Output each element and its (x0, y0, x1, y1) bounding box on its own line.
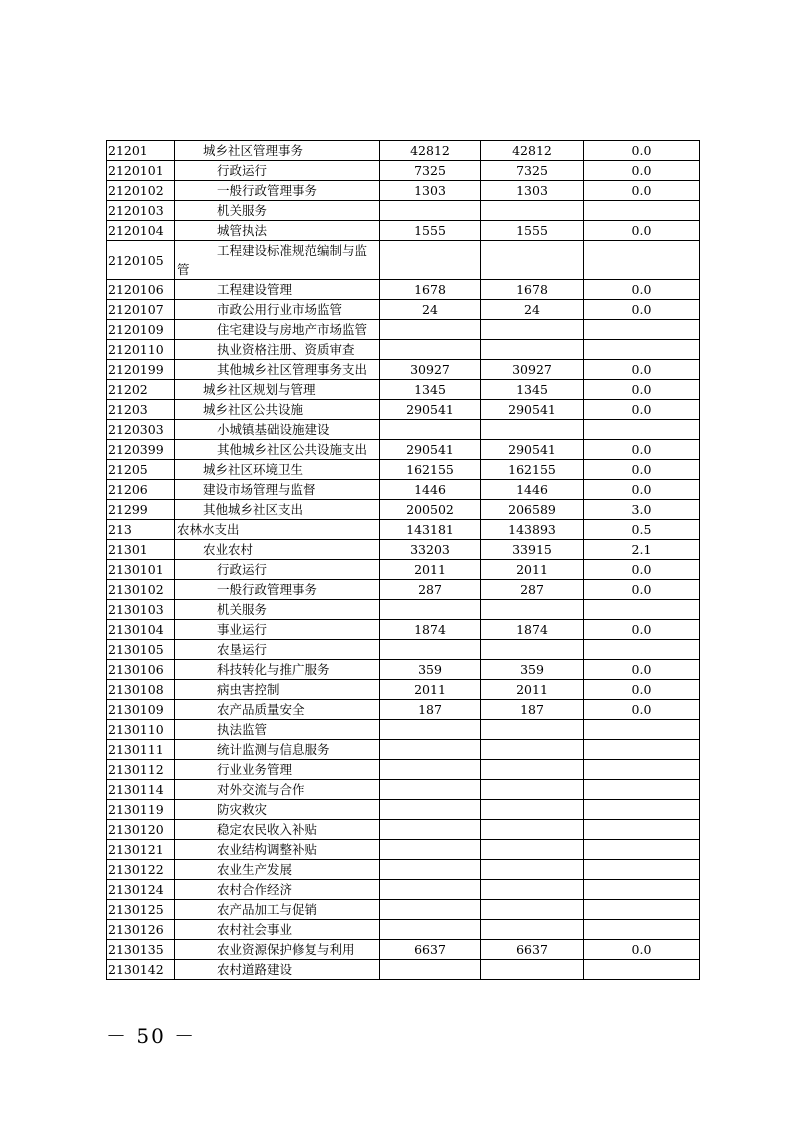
row-name: 一般行政管理事务 (175, 181, 380, 201)
row-adjusted-value (481, 740, 584, 760)
row-adjusted-value: 290541 (481, 440, 584, 460)
row-name-line2: 管 (177, 262, 190, 277)
row-name: 城乡社区管理事务 (175, 141, 380, 161)
row-change-value (584, 201, 700, 221)
row-name: 农产品质量安全 (175, 700, 380, 720)
row-adjusted-value (481, 720, 584, 740)
row-change-value (584, 420, 700, 440)
row-code: 2120106 (107, 280, 175, 300)
row-budget-value (380, 740, 481, 760)
table-row (107, 320, 700, 340)
table-row (107, 820, 700, 840)
row-code: 2120109 (107, 320, 175, 340)
row-name: 病虫害控制 (175, 680, 380, 700)
row-budget-value: 1874 (380, 620, 481, 640)
row-budget-value: 359 (380, 660, 481, 680)
table-row (107, 640, 700, 660)
row-name: 农业结构调整补贴 (175, 840, 380, 860)
row-name: 建设市场管理与监督 (175, 480, 380, 500)
row-change-value (584, 340, 700, 360)
row-adjusted-value: 33915 (481, 540, 584, 560)
row-name: 一般行政管理事务 (175, 580, 380, 600)
table-row (107, 280, 700, 300)
row-change-value: 0.0 (584, 161, 700, 181)
row-budget-value: 33203 (380, 540, 481, 560)
row-code: 2130119 (107, 800, 175, 820)
row-budget-value: 2011 (380, 680, 481, 700)
row-change-value: 0.0 (584, 400, 700, 420)
row-adjusted-value (481, 320, 584, 340)
row-budget-value: 1345 (380, 380, 481, 400)
row-budget-value: 290541 (380, 440, 481, 460)
row-change-value: 0.0 (584, 181, 700, 201)
row-budget-value (380, 820, 481, 840)
row-code: 2130135 (107, 940, 175, 960)
row-code: 21206 (107, 480, 175, 500)
table-row (107, 900, 700, 920)
row-adjusted-value: 206589 (481, 500, 584, 520)
row-adjusted-value (481, 820, 584, 840)
row-budget-value: 143181 (380, 520, 481, 540)
row-change-value: 0.0 (584, 700, 700, 720)
row-code: 213 (107, 520, 175, 540)
row-change-value (584, 880, 700, 900)
row-change-value (584, 740, 700, 760)
table-row (107, 420, 700, 440)
row-adjusted-value: 143893 (481, 520, 584, 540)
row-adjusted-value: 359 (481, 660, 584, 680)
row-change-value (584, 600, 700, 620)
row-budget-value: 1303 (380, 181, 481, 201)
table-row (107, 181, 700, 201)
table-row (107, 201, 700, 221)
row-name: 科技转化与推广服务 (175, 660, 380, 680)
row-adjusted-value (481, 900, 584, 920)
table-row (107, 440, 700, 460)
row-change-value (584, 241, 700, 280)
row-name: 对外交流与合作 (175, 780, 380, 800)
row-code: 2120399 (107, 440, 175, 460)
table-row (107, 920, 700, 940)
row-budget-value: 6637 (380, 940, 481, 960)
row-code: 2120101 (107, 161, 175, 181)
table-row (107, 161, 700, 181)
row-budget-value: 200502 (380, 500, 481, 520)
row-change-value (584, 960, 700, 980)
row-name: 工程建设管理 (175, 280, 380, 300)
row-adjusted-value (481, 860, 584, 880)
row-budget-value: 42812 (380, 141, 481, 161)
row-code: 2130142 (107, 960, 175, 980)
table-row (107, 400, 700, 420)
row-adjusted-value (481, 600, 584, 620)
table-row (107, 540, 700, 560)
row-change-value: 0.5 (584, 520, 700, 540)
table-row (107, 620, 700, 640)
table-row (107, 580, 700, 600)
row-budget-value (380, 900, 481, 920)
row-budget-value (380, 760, 481, 780)
row-name: 统计监测与信息服务 (175, 740, 380, 760)
row-code: 2130111 (107, 740, 175, 760)
row-change-value: 0.0 (584, 440, 700, 460)
table-row (107, 940, 700, 960)
row-adjusted-value: 162155 (481, 460, 584, 480)
budget-table (106, 140, 700, 980)
row-change-value: 0.0 (584, 380, 700, 400)
row-budget-value: 30927 (380, 360, 481, 380)
row-change-value (584, 920, 700, 940)
row-change-value (584, 820, 700, 840)
row-budget-value (380, 960, 481, 980)
row-code: 2130121 (107, 840, 175, 860)
row-adjusted-value (481, 340, 584, 360)
row-adjusted-value (481, 960, 584, 980)
row-adjusted-value (481, 880, 584, 900)
row-change-value (584, 720, 700, 740)
table-row (107, 660, 700, 680)
row-name: 事业运行 (175, 620, 380, 640)
row-code: 2130112 (107, 760, 175, 780)
row-adjusted-value (481, 760, 584, 780)
row-change-value (584, 860, 700, 880)
row-code: 2130120 (107, 820, 175, 840)
row-adjusted-value: 1345 (481, 380, 584, 400)
row-budget-value (380, 320, 481, 340)
row-name: 城管执法 (175, 221, 380, 241)
row-adjusted-value (481, 840, 584, 860)
table-row (107, 360, 700, 380)
row-code: 2130105 (107, 640, 175, 660)
row-code: 2130103 (107, 600, 175, 620)
row-name: 农产品加工与促销 (175, 900, 380, 920)
row-name: 执业资格注册、资质审查 (175, 340, 380, 360)
row-budget-value (380, 780, 481, 800)
row-name: 防灾救灾 (175, 800, 380, 820)
row-adjusted-value: 1446 (481, 480, 584, 500)
row-adjusted-value: 24 (481, 300, 584, 320)
row-name: 农林水支出 (175, 520, 380, 540)
row-budget-value (380, 420, 481, 440)
row-name: 农业农村 (175, 540, 380, 560)
row-code: 21201 (107, 141, 175, 161)
row-adjusted-value: 187 (481, 700, 584, 720)
table-row (107, 480, 700, 500)
row-budget-value (380, 860, 481, 880)
row-code: 2130122 (107, 860, 175, 880)
row-change-value (584, 320, 700, 340)
row-code: 2130109 (107, 700, 175, 720)
row-change-value: 2.1 (584, 540, 700, 560)
row-change-value (584, 640, 700, 660)
row-budget-value: 1678 (380, 280, 481, 300)
row-code: 2130104 (107, 620, 175, 640)
row-adjusted-value: 290541 (481, 400, 584, 420)
table-row (107, 300, 700, 320)
table-row (107, 780, 700, 800)
table-row (107, 740, 700, 760)
table-row (107, 221, 700, 241)
row-budget-value (380, 840, 481, 860)
row-name: 执法监管 (175, 720, 380, 740)
row-change-value: 0.0 (584, 141, 700, 161)
row-adjusted-value (481, 201, 584, 221)
row-adjusted-value (481, 920, 584, 940)
row-code: 2120110 (107, 340, 175, 360)
table-row (107, 840, 700, 860)
row-change-value: 0.0 (584, 480, 700, 500)
row-adjusted-value (481, 241, 584, 280)
row-name: 农业生产发展 (175, 860, 380, 880)
row-adjusted-value: 30927 (481, 360, 584, 380)
row-budget-value (380, 920, 481, 940)
row-code: 21202 (107, 380, 175, 400)
row-name: 其他城乡社区支出 (175, 500, 380, 520)
table-row (107, 880, 700, 900)
row-code: 21205 (107, 460, 175, 480)
row-change-value (584, 780, 700, 800)
row-adjusted-value: 287 (481, 580, 584, 600)
row-name: 农村社会事业 (175, 920, 380, 940)
row-adjusted-value (481, 800, 584, 820)
row-change-value: 0.0 (584, 940, 700, 960)
row-code: 2120103 (107, 201, 175, 221)
table-row (107, 860, 700, 880)
budget-table-body (107, 141, 700, 980)
row-change-value (584, 900, 700, 920)
row-budget-value: 1555 (380, 221, 481, 241)
row-adjusted-value: 1678 (481, 280, 584, 300)
row-budget-value: 1446 (380, 480, 481, 500)
row-name: 城乡社区规划与管理 (175, 380, 380, 400)
row-budget-value (380, 880, 481, 900)
row-adjusted-value: 2011 (481, 560, 584, 580)
row-name: 行业业务管理 (175, 760, 380, 780)
row-budget-value: 2011 (380, 560, 481, 580)
row-code: 2130102 (107, 580, 175, 600)
row-budget-value (380, 640, 481, 660)
row-name: 市政公用行业市场监管 (175, 300, 380, 320)
row-name: 农业资源保护修复与利用 (175, 940, 380, 960)
row-budget-value: 24 (380, 300, 481, 320)
row-budget-value (380, 241, 481, 280)
row-name: 其他城乡社区公共设施支出 (175, 440, 380, 460)
table-row (107, 760, 700, 780)
row-adjusted-value (481, 420, 584, 440)
row-adjusted-value: 1303 (481, 181, 584, 201)
row-adjusted-value (481, 780, 584, 800)
row-code: 2120105 (107, 241, 175, 280)
row-adjusted-value: 6637 (481, 940, 584, 960)
row-code: 2120199 (107, 360, 175, 380)
row-adjusted-value: 42812 (481, 141, 584, 161)
row-adjusted-value (481, 640, 584, 660)
table-row (107, 680, 700, 700)
row-code: 2130125 (107, 900, 175, 920)
row-code: 2130106 (107, 660, 175, 680)
row-change-value: 0.0 (584, 460, 700, 480)
table-row (107, 960, 700, 980)
table-row (107, 460, 700, 480)
row-change-value: 0.0 (584, 300, 700, 320)
row-change-value (584, 800, 700, 820)
row-code: 21301 (107, 540, 175, 560)
row-name: 其他城乡社区管理事务支出 (175, 360, 380, 380)
table-row (107, 380, 700, 400)
row-name-line1: 工程建设标准规范编制与监 (217, 243, 368, 258)
row-code: 2130101 (107, 560, 175, 580)
row-code: 21299 (107, 500, 175, 520)
row-code: 2120104 (107, 221, 175, 241)
table-row (107, 600, 700, 620)
row-code: 2130126 (107, 920, 175, 940)
table-row (107, 241, 700, 280)
row-code: 2130124 (107, 880, 175, 900)
row-change-value (584, 760, 700, 780)
row-adjusted-value: 7325 (481, 161, 584, 181)
row-budget-value: 7325 (380, 161, 481, 181)
row-name: 机关服务 (175, 201, 380, 221)
row-budget-value: 287 (380, 580, 481, 600)
row-budget-value: 187 (380, 700, 481, 720)
row-budget-value (380, 201, 481, 221)
row-change-value: 0.0 (584, 680, 700, 700)
table-row (107, 720, 700, 740)
table-row (107, 800, 700, 820)
row-change-value: 3.0 (584, 500, 700, 520)
row-budget-value (380, 600, 481, 620)
row-name: 城乡社区公共设施 (175, 400, 380, 420)
row-name: 行政运行 (175, 560, 380, 580)
table-row (107, 560, 700, 580)
row-name (175, 241, 380, 280)
row-change-value: 0.0 (584, 620, 700, 640)
row-name: 农垦运行 (175, 640, 380, 660)
table-row (107, 340, 700, 360)
row-change-value (584, 840, 700, 860)
row-change-value: 0.0 (584, 580, 700, 600)
row-code: 2120102 (107, 181, 175, 201)
table-row (107, 141, 700, 161)
row-budget-value: 290541 (380, 400, 481, 420)
row-budget-value (380, 340, 481, 360)
row-name: 城乡社区环境卫生 (175, 460, 380, 480)
table-row (107, 700, 700, 720)
row-code: 2130108 (107, 680, 175, 700)
row-code: 2130110 (107, 720, 175, 740)
row-change-value: 0.0 (584, 280, 700, 300)
row-code: 2120303 (107, 420, 175, 440)
row-name: 小城镇基础设施建设 (175, 420, 380, 440)
row-code: 2130114 (107, 780, 175, 800)
row-change-value: 0.0 (584, 221, 700, 241)
row-adjusted-value: 2011 (481, 680, 584, 700)
row-budget-value: 162155 (380, 460, 481, 480)
row-change-value: 0.0 (584, 560, 700, 580)
row-name: 行政运行 (175, 161, 380, 181)
row-budget-value (380, 800, 481, 820)
row-adjusted-value: 1874 (481, 620, 584, 640)
row-name: 稳定农民收入补贴 (175, 820, 380, 840)
row-name: 住宅建设与房地产市场监管 (175, 320, 380, 340)
row-adjusted-value: 1555 (481, 221, 584, 241)
row-budget-value (380, 720, 481, 740)
row-change-value: 0.0 (584, 660, 700, 680)
row-name: 机关服务 (175, 600, 380, 620)
row-name: 农村合作经济 (175, 880, 380, 900)
table-row (107, 500, 700, 520)
table-row (107, 520, 700, 540)
row-code: 21203 (107, 400, 175, 420)
row-change-value: 0.0 (584, 360, 700, 380)
page-number: － 50 － (106, 1024, 197, 1048)
row-code: 2120107 (107, 300, 175, 320)
row-name: 农村道路建设 (175, 960, 380, 980)
